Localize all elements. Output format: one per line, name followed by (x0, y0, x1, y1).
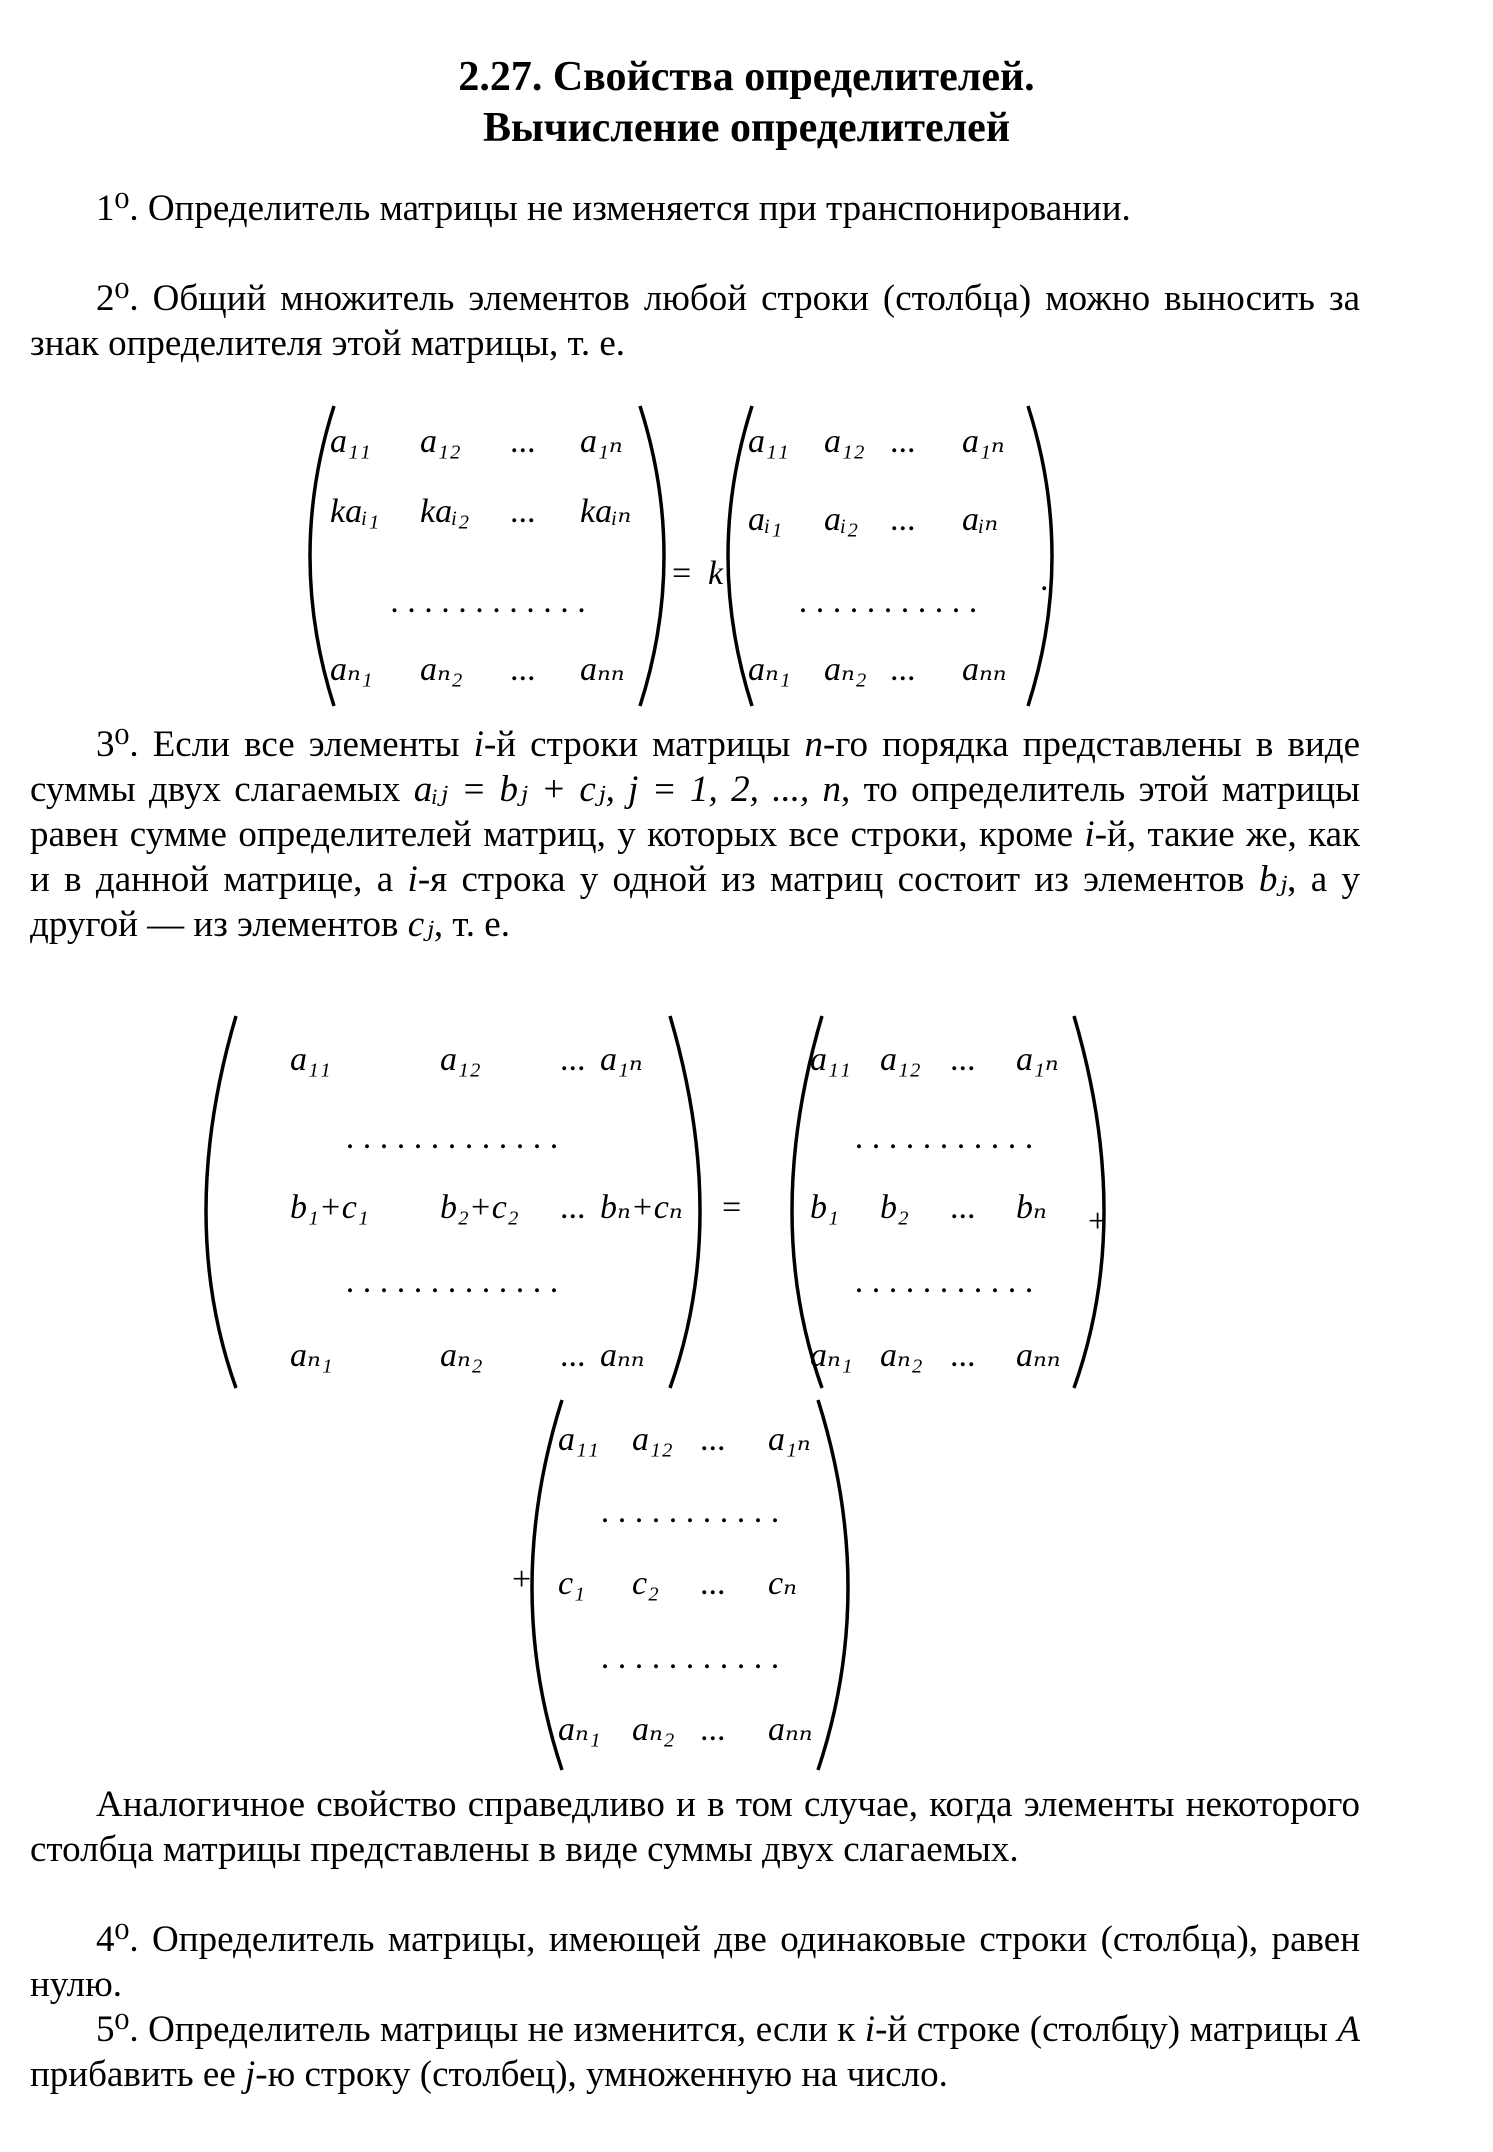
matrix-cell: a₁₁ (330, 423, 371, 460)
matrix-cell: ... (950, 1041, 976, 1078)
formula-1-end-period: . (1040, 561, 1049, 598)
matrix-cell: a₁₂ (440, 1041, 481, 1078)
matrix-cell: a₁₁ (810, 1041, 851, 1078)
matrix-cell: a₁ₙ (600, 1041, 643, 1078)
formula-1-equals: = (672, 555, 692, 592)
matrix-cell: ... (950, 1189, 976, 1226)
matrix-cell: ... (560, 1337, 586, 1374)
formula-2-plus-1: + (1088, 1203, 1108, 1240)
property-2-paragraph: 2⁰. Общий множитель элементов любой строки (столбца) можно выносить за знак определителя этой матрицы, т. е. (30, 278, 1360, 364)
matrix-cell: ... (510, 493, 536, 530)
matrix-cell: kaᵢ₂ (420, 493, 470, 530)
matrix-cell: aₙₙ (600, 1337, 645, 1374)
matrix-cell: ... (560, 1041, 586, 1078)
property-3-paragraph: 3⁰. Если все элементы i-й строки матрицы n-го порядка представлены в виде суммы двух слагаемых aᵢⱼ = bⱼ + cⱼ, j = 1, 2, ..., n, то определитель этой матрицы равен сумме определителей матриц, у которых все строки, кроме i-й, такие же, как и в данной матрице, а i-я строка у одной из матриц состоит из элементов bⱼ, а у другой — из элементов cⱼ, т. е. (30, 724, 1361, 945)
matrix-cell: . . . . . . . . . . . (600, 1493, 780, 1530)
matrix-cell: aₙₙ (1016, 1337, 1061, 1374)
matrix-cell: ... (700, 1711, 726, 1748)
formula-2-lhs-matrix (206, 1016, 700, 1388)
matrix-cell: aₙ₁ (558, 1711, 601, 1748)
matrix-cell: aₙ₂ (880, 1337, 923, 1374)
matrix-cell: a₁₂ (824, 423, 865, 460)
section-title-line-2: Вычисление определителей (482, 105, 1011, 151)
left-paren (206, 1016, 236, 1388)
matrix-cell: a₁₂ (632, 1421, 673, 1458)
matrix-cell: ... (510, 651, 536, 688)
matrix-cell: bₙ+cₙ (600, 1189, 683, 1226)
matrix-cell: c₂ (632, 1565, 659, 1602)
matrix-cell: cₙ (768, 1565, 797, 1602)
matrix-cell: aᵢₙ (962, 501, 999, 538)
matrix-cell: . . . . . . . . . . . . . (345, 1263, 559, 1300)
matrix-cell: aₙₙ (962, 651, 1007, 688)
matrix-cell: ... (700, 1421, 726, 1458)
matrix-cell: . . . . . . . . . . . (600, 1639, 780, 1676)
matrix-cell: aₙ₁ (290, 1337, 333, 1374)
property-1-paragraph: 1⁰. Определитель матрицы не изменяется при транспонировании. (96, 188, 1131, 229)
matrix-cell: aₙ₂ (440, 1337, 483, 1374)
matrix-cell: b₂+c₂ (440, 1189, 519, 1226)
formula-2-rhs-matrix-1 (792, 1016, 1104, 1388)
matrix-cell: ... (560, 1189, 586, 1226)
formula-2-plus-2: + (512, 1561, 532, 1598)
formula-2-rhs-matrix-2 (532, 1400, 848, 1770)
matrix-cell: aₙ₁ (330, 651, 373, 688)
matrix-cell: aₙₙ (580, 651, 625, 688)
matrix-cell: aᵢ₂ (824, 501, 859, 538)
matrix-cell: . . . . . . . . . . . (854, 1119, 1034, 1156)
matrix-cell: kaᵢ₁ (330, 493, 380, 530)
matrix-cell: a₁₂ (420, 423, 461, 460)
matrix-cell: a₁ₙ (1016, 1041, 1059, 1078)
matrix-cell: aᵢ₁ (748, 501, 783, 538)
matrix-cell: bₙ (1016, 1189, 1047, 1226)
matrix-cell: aₙ₁ (748, 651, 791, 688)
matrix-cell: a₁ₙ (580, 423, 623, 460)
matrix-cell: ... (890, 423, 916, 460)
matrix-cell: kaᵢₙ (580, 493, 632, 530)
matrix-cell: a₁ₙ (768, 1421, 811, 1458)
right-paren (818, 1400, 848, 1770)
matrix-cell: ... (950, 1337, 976, 1374)
matrix-cell: ... (510, 423, 536, 460)
matrix-cell: b₁ (810, 1189, 839, 1226)
formula-1-factor: k (708, 555, 724, 592)
matrix-cell: a₁₁ (290, 1041, 331, 1078)
matrix-cell: a₁₂ (880, 1041, 921, 1078)
matrix-cell: . . . . . . . . . . . . (390, 583, 586, 620)
property-5-paragraph: 5⁰. Определитель матрицы не изменится, если к i-й строке (столбцу) матрицы A прибавить ее j-ю строку (столбец), умноженную на число. (30, 2009, 1360, 2095)
matrix-cell: a₁ₙ (962, 423, 1005, 460)
matrix-cell: ... (890, 651, 916, 688)
note-paragraph: Аналогичное свойство справедливо и в том случае, когда элементы некоторого столбца матрицы представлены в виде суммы двух слагаемых. (30, 1784, 1360, 1870)
matrix-cell: b₂ (880, 1189, 909, 1226)
matrix-cell: a₁₁ (748, 423, 789, 460)
matrix-cell: aₙ₂ (632, 1711, 675, 1748)
matrix-cell: aₙ₂ (420, 651, 463, 688)
matrix-cell: b₁+c₁ (290, 1189, 369, 1226)
matrix-cell: c₁ (558, 1565, 585, 1602)
matrix-cell: ... (700, 1565, 726, 1602)
matrix-cell: aₙₙ (768, 1711, 813, 1748)
matrix-cell: . . . . . . . . . . . (854, 1263, 1034, 1300)
matrix-cell: aₙ₁ (810, 1337, 853, 1374)
matrix-cell: a₁₁ (558, 1421, 599, 1458)
right-paren (1074, 1016, 1104, 1388)
property-4-paragraph: 4⁰. Определитель матрицы, имеющей две одинаковые строки (столбца), равен нулю. (30, 1919, 1360, 2005)
matrix-cell: . . . . . . . . . . . (798, 583, 978, 620)
matrix-cell: ... (890, 501, 916, 538)
matrix-cell: . . . . . . . . . . . . . (345, 1119, 559, 1156)
inline-formula: aᵢⱼ = bⱼ + cⱼ, j = 1, 2, ..., n (413, 769, 842, 810)
section-title-line-1: 2.27. Свойства определителей. (458, 54, 1035, 100)
formula-2-equals: = (722, 1189, 742, 1226)
matrix-cell: aₙ₂ (824, 651, 867, 688)
